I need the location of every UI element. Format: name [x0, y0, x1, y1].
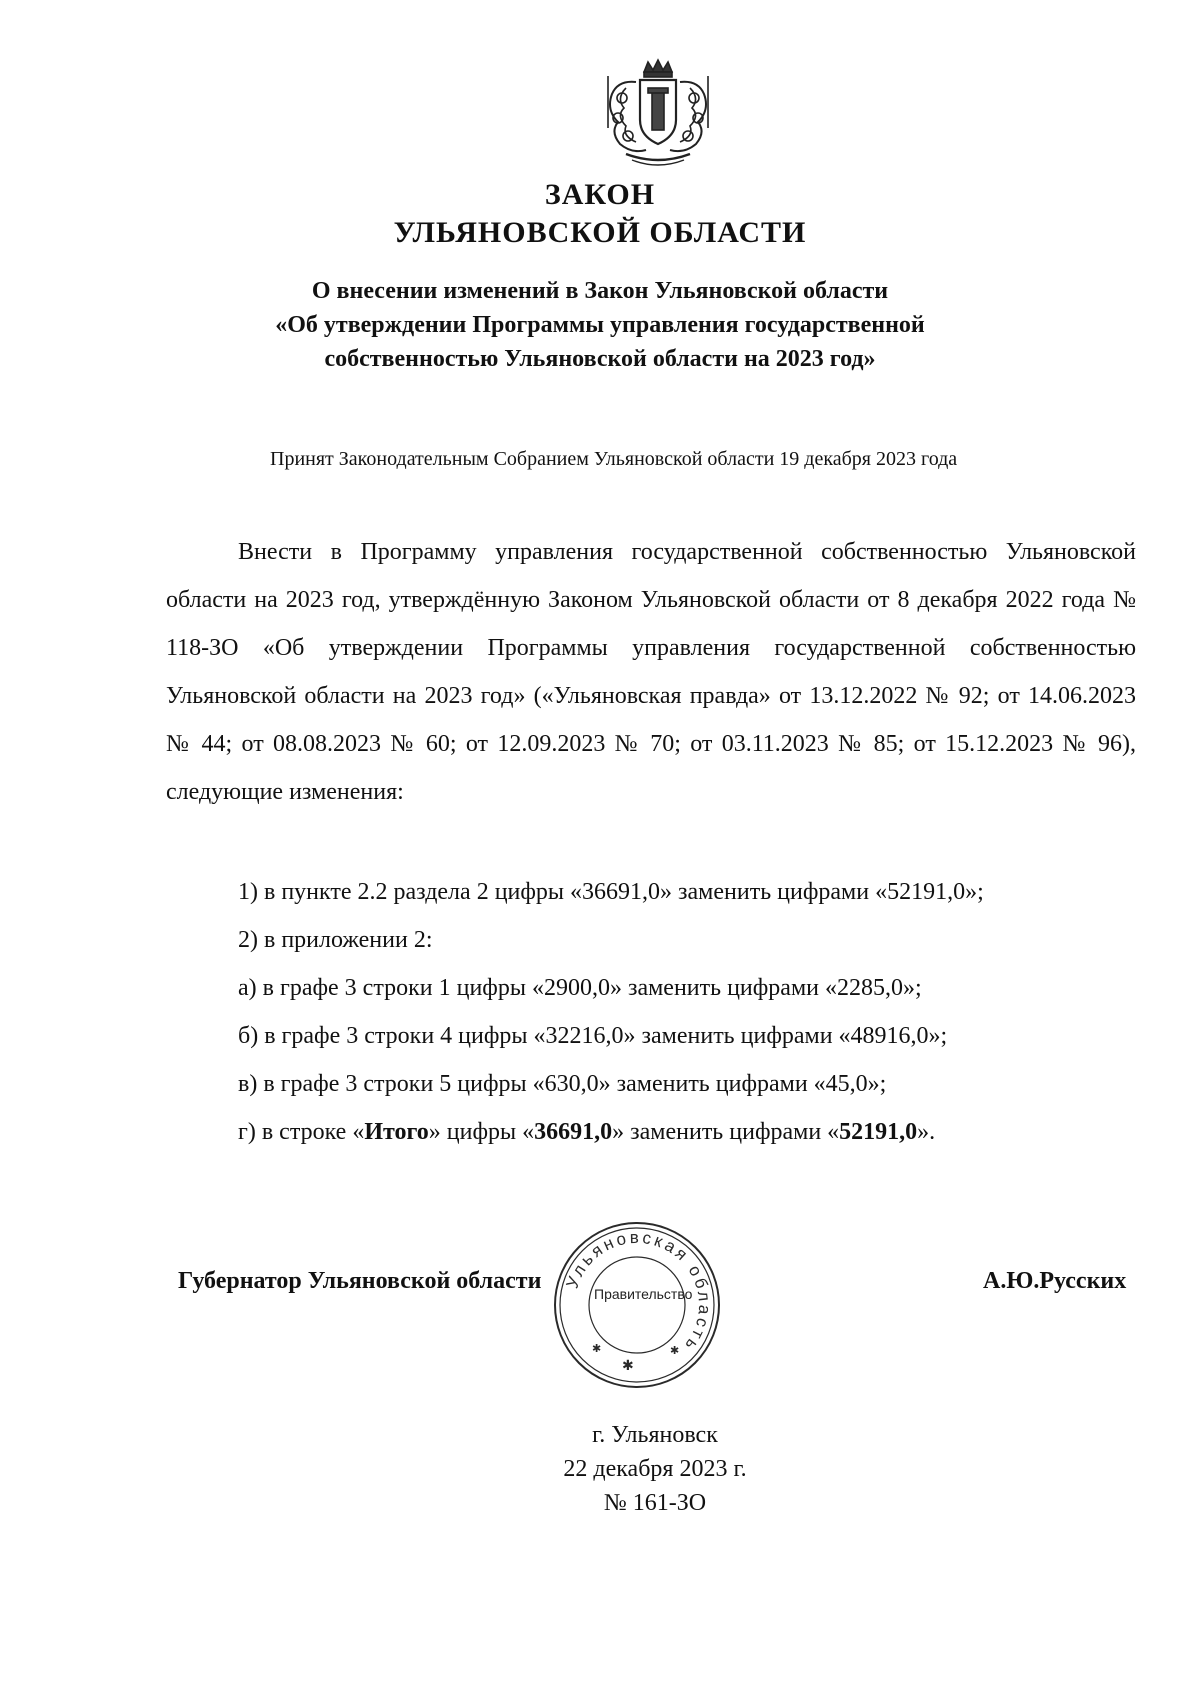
law-subject-line: «Об утверждении Программы управления государственной — [275, 312, 925, 338]
amendment-item — [238, 1108, 984, 1156]
amendment-text: » цифры « — [428, 1119, 535, 1145]
amendment-bold-text: 36691,0 — [534, 1119, 613, 1145]
law-heading-title: ЗАКОН — [544, 178, 656, 211]
signer-name: А.Ю.Русских — [983, 1268, 1127, 1294]
amendment-item: 1) в пункте 2.2 раздела 2 цифры «36691,0» заменить цифрами «52191,0»; — [238, 879, 984, 905]
main-paragraph-text: Внести в Программу управления государственной собственностью Ульяновской области на 2023 год, утверждённую Законом Ульяновской области от 8 декабря 2022 года № 118-ЗО «Об утверждении Программы управления государственной собственностью Ульяновской области на 2023 год» («Ульяновская правда» от 13.12.2022 № 92; от 14.06.2023 № 44; от 08.08.2023 № 60; от 12.09.2023 № 70; от 03.11.2023 № 85; от 15.12.2023 № 96), следующие изменения: — [166, 539, 1136, 805]
law-subject-line: собственностью Ульяновской области на 2023 год» — [324, 346, 876, 372]
law-heading — [0, 176, 1200, 252]
amendment-bold-text: Итого — [364, 1119, 429, 1145]
amendment-bold-text: 52191,0 — [839, 1119, 918, 1145]
adoption-note: Принят Законодательным Собранием Ульяновской области 19 декабря 2023 года — [270, 448, 958, 470]
amendment-text: » заменить цифрами « — [612, 1119, 840, 1145]
ulyanovsk-coat-of-arms-icon — [596, 58, 720, 170]
amendment-text: ». — [917, 1119, 936, 1145]
official-seal — [552, 1220, 722, 1390]
law-subject-line: О внесении изменений в Закон Ульяновской области — [311, 278, 889, 304]
amendment-text: г) в строке « — [238, 1119, 365, 1145]
law-heading-region: УЛЬЯНОВСКОЙ ОБЛАСТИ — [393, 216, 807, 249]
place-date-block — [0, 1418, 1200, 1520]
amendments-list — [238, 868, 984, 1156]
amendment-item: а) в графе 3 строки 1 цифры «2900,0» заменить цифрами «2285,0»; — [238, 975, 922, 1001]
law-subject — [0, 274, 1200, 376]
document-date: 22 декабря 2023 г. — [563, 1456, 747, 1482]
amendment-item: б) в графе 3 строки 4 цифры «32216,0» заменить цифрами «48916,0»; — [238, 1023, 948, 1049]
seal-center-text: Правительство — [594, 1286, 693, 1302]
svg-text:✱: ✱ — [670, 1345, 680, 1357]
svg-text:✱: ✱ — [592, 1343, 602, 1355]
place-city: г. Ульяновск — [592, 1422, 718, 1448]
amendment-item: 2) в приложении 2: — [238, 927, 433, 953]
svg-text:✱: ✱ — [622, 1359, 634, 1374]
signer-position: Губернатор Ульяновской области — [178, 1268, 542, 1294]
main-paragraph — [166, 528, 1136, 816]
document-number: № 161-ЗО — [603, 1490, 707, 1516]
amendment-item: в) в графе 3 строки 5 цифры «630,0» заменить цифрами «45,0»; — [238, 1071, 887, 1097]
seal-ring-text: Ульяновская область — [562, 1227, 715, 1357]
